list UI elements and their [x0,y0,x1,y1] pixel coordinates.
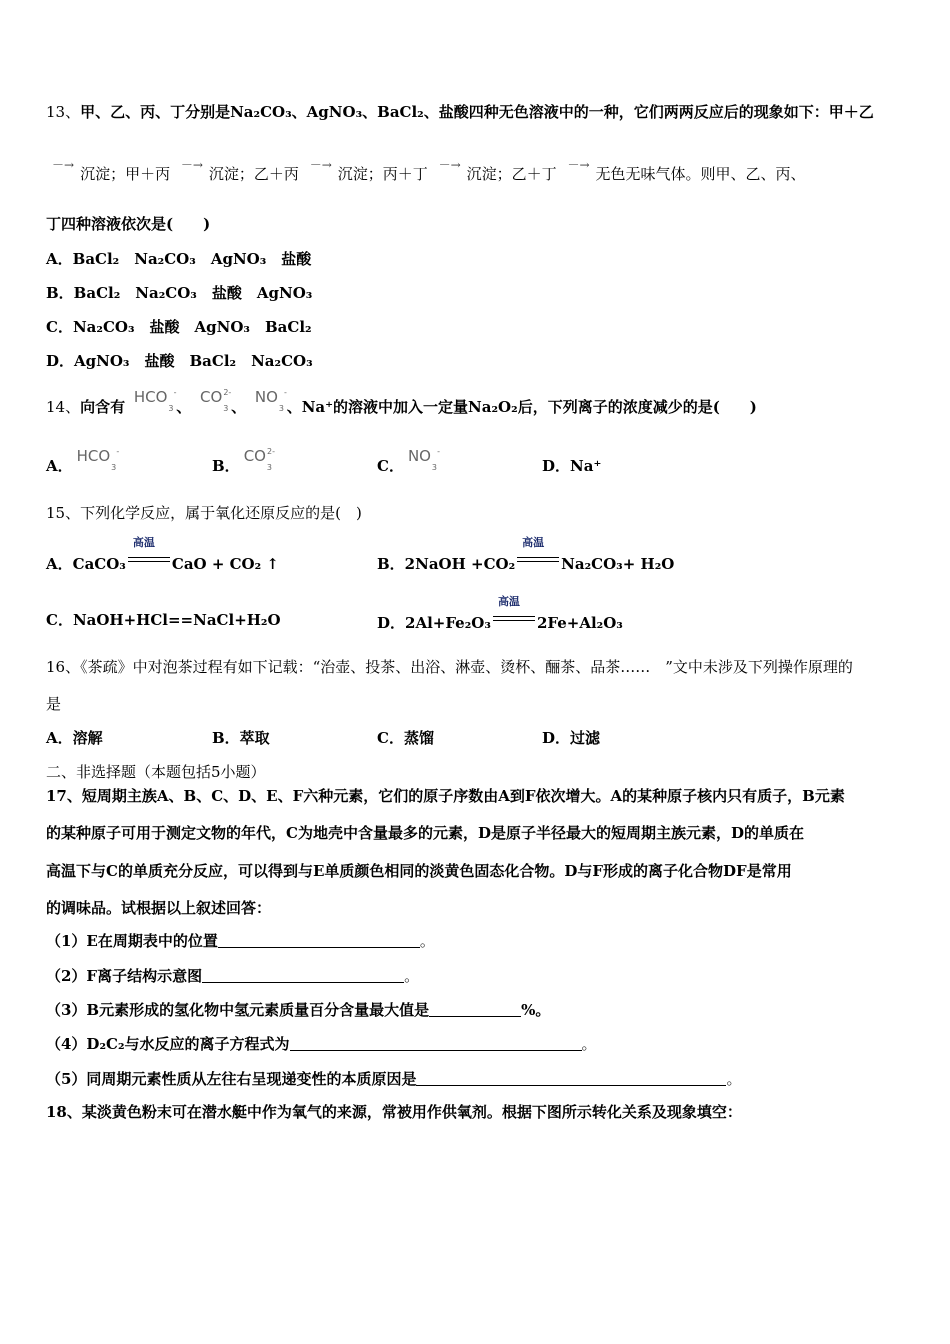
answer-blank[interactable] [416,1069,726,1086]
no3-ion: NO 3 - [407,447,440,472]
q17-sub5: （5）同周期元素性质从左往右呈现递变性的本质原因是 。 [46,1070,742,1088]
hco3-ion: HCO 3 - [76,447,120,472]
q13-reaction-5: 无色无味气体。则甲、乙、丙、 [595,165,806,183]
q13-reaction-1: 沉淀；甲＋丙 [80,165,171,183]
high-temp-condition: 高温 [517,551,559,571]
q17-line2: 的某种原子可用于测定文物的年代，C为地壳中含量最多的元素，D是原子半径最大的短周期主族元素，D的单质在 [46,824,804,842]
q13-option-a: A．BaCl₂ Na₂CO₃ AgNO₃ 盐酸 [46,250,312,268]
answer-blank[interactable] [202,966,404,983]
q14-option-a: A．HCO 3 - [46,447,120,475]
arrow-icon: －→ [180,158,203,172]
q15-options-row2 [46,595,906,632]
q13-option-d: D．AgNO₃ 盐酸 BaCl₂ Na₂CO₃ [46,352,313,370]
high-temp-condition: 高温 [128,551,170,571]
hco3-ion: HCO 3 - [133,388,177,413]
separator: 、 [176,398,192,416]
answer-blank[interactable] [429,1000,521,1017]
q17-line3: 高温下与C的单质充分反应，可以得到与E单质颜色相同的淡黄色固态化合物。D与F形成的离子化合物DF是常用 [46,862,792,880]
q13-line3: 丁四种溶液依次是( ) [46,215,211,233]
q16-line2: 是 [46,695,62,713]
q13-number: 13、 [46,103,81,121]
q17-line4: 的调味品。试根据以上叙述回答： [46,899,272,917]
arrow-icon: －→ [52,158,75,172]
section-heading: 二、非选择题（本题包括5小题） [46,763,266,781]
q13-stem: 甲、乙、丙、丁分别是Na₂CO₃、AgNO₃、BaCl₂、盐酸四种无色溶液中的一种，它们两两反应后的现象如下：甲＋乙 [80,103,874,121]
q18-line1: 18、某淡黄色粉末可在潜水艇中作为氧气的来源，常被用作供氧剂。根据下图所示转化关系及现象填空： [46,1103,742,1121]
q15-options-row1 [46,536,906,573]
q15-option-d: D．2Al+Fe₂O₃ 高温 2Fe+Al₂O₃ [377,595,623,632]
q13-option-c: C．Na₂CO₃ 盐酸 AgNO₃ BaCl₂ [46,318,312,336]
q13-reaction-3: 沉淀；丙＋丁 [337,165,428,183]
q14-option-c: C．NO 3 - [377,447,440,475]
q15-stem: 15、下列化学反应，属于氧化还原反应的是( ) [46,504,362,522]
q13-line1 [46,102,874,122]
co3-ion: CO 3 2- [200,388,232,413]
q14-options [46,447,906,478]
answer-blank[interactable] [218,931,420,948]
q16-options [46,728,906,750]
q16-line1: 16、《茶疏》中对泡茶过程有如下记载：“治壶、投茶、出浴、淋壶、烫杯、酾茶、品茶…… ”文中未涉及下列操作原理的 [46,658,853,676]
q13-reaction-2: 沉淀；乙＋丙 [208,165,299,183]
q14-option-b: B．CO 3 2- [212,447,275,475]
q13-option-b: B．BaCl₂ Na₂CO₃ 盐酸 AgNO₃ [46,284,313,302]
high-temp-condition: 高温 [493,610,535,630]
q14-post: 、Na⁺的溶液中加入一定量Na₂O₂后，下列离子的浓度减少的是( ) [286,398,757,416]
arrow-icon: －→ [309,158,332,172]
q17-sub3: （3）B元素形成的氢化物中氢元素质量百分含量最大值是 %。 [46,1001,551,1019]
q15-option-b: B．2NaOH +CO₂ 高温 Na₂CO₃+ H₂O [377,536,675,573]
q17-sub1: （1）E在周期表中的位置 。 [46,932,435,950]
q14-stem [46,388,757,417]
q16-option-d: D．过滤 [542,729,601,747]
q17-line1: 17、短周期主族A、B、C、D、E、F六种元素，它们的原子序数由A到F依次增大。A的某种原子核内只有质子，B元素 [46,787,845,805]
answer-blank[interactable] [290,1034,582,1051]
q17-sub2: （2）F离子结构示意图 。 [46,967,420,985]
separator: 、 [231,398,247,416]
q16-option-a: A．溶解 [46,729,103,747]
arrow-icon: －→ [438,158,461,172]
q13-line2 [46,158,806,185]
q16-option-c: C．蒸馏 [377,729,434,747]
q14-pre: 向含有 [80,398,126,416]
q14-option-d: D．Na⁺ [542,457,602,475]
q13-reaction-4: 沉淀；乙＋丁 [466,165,557,183]
q14-number: 14、 [46,398,81,416]
q16-option-b: B．萃取 [212,729,270,747]
no3-ion: NO 3 - [254,388,287,413]
q15-option-a: A．CaCO₃ 高温 CaO + CO₂ ↑ [46,536,279,573]
co3-ion: CO 3 2- [243,447,275,472]
arrow-icon: －→ [567,158,590,172]
q15-option-c: C．NaOH+HCl==NaCl+H₂O [46,611,281,629]
q17-sub4: （4）D₂C₂与水反应的离子方程式为 。 [46,1035,597,1053]
